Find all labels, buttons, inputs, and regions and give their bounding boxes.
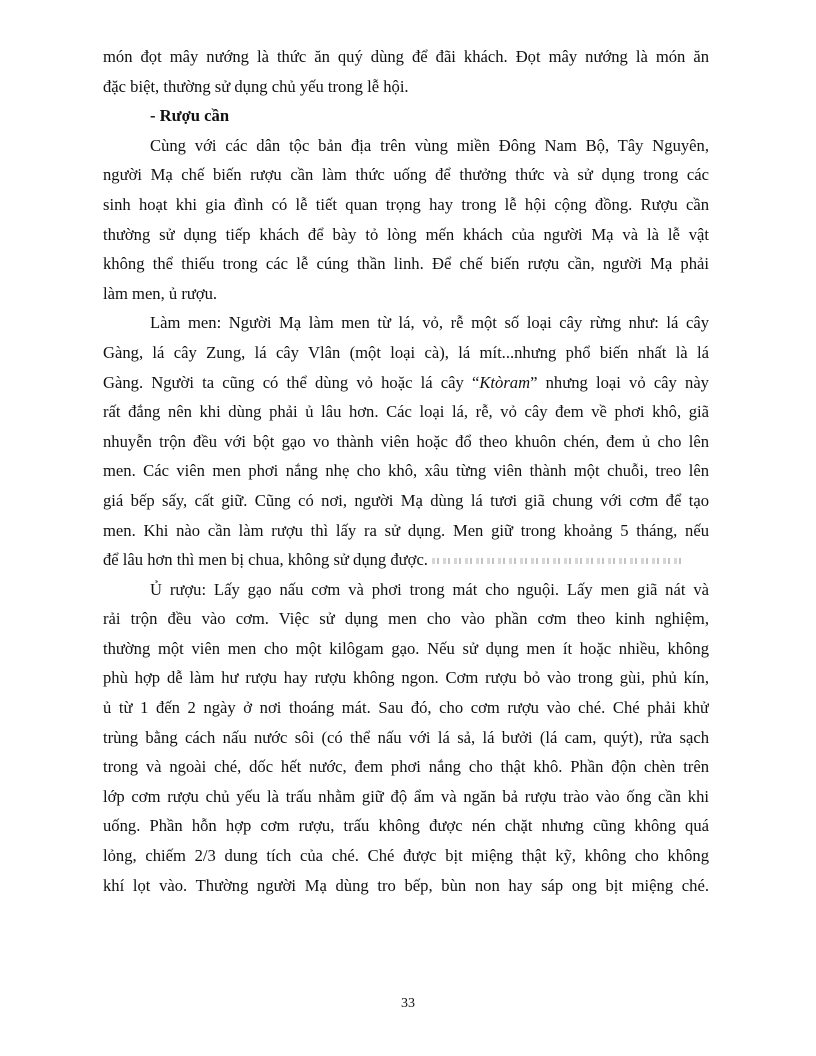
paragraph-ruou-can bbox=[103, 131, 709, 309]
text-line-with-italic bbox=[103, 368, 709, 398]
paragraph-u-ruou bbox=[103, 575, 709, 901]
text-line: Cùng với các dân tộc bản địa trên vùng miền Đông Nam Bộ, Tây Nguyên, bbox=[150, 135, 709, 155]
text-line: Làm men: Người Mạ làm men từ lá, vỏ, rễ một số loại cây rừng như: lá cây bbox=[150, 313, 709, 333]
text-line: ủ từ 1 đến 2 ngày ở nơi thoáng mát. Sau đó, cho cơm rượu vào ché. Ché phải khử bbox=[103, 698, 709, 718]
text-line: men. Các viên men phơi nắng nhẹ cho khô, xâu từng viên thành một chuỗi, treo lên bbox=[103, 461, 709, 481]
text-line: trùng bằng cách nấu nước sôi (có thể nấu với lá sả, lá bưởi (lá cam, quýt), rửa sạch bbox=[103, 727, 709, 747]
text-line: giá bếp sấy, cất giữ. Cũng có nơi, người Mạ dùng lá tươi giã chung với cơm để tạo bbox=[103, 490, 709, 510]
text-line: uống. Phần hỗn hợp cơm rượu, trấu không được nén chặt nhưng cũng không quá bbox=[103, 816, 709, 836]
text-line: khí lọt vào. Thường người Mạ dùng tro bếp, bùn non hay sáp ong bịt miệng ché. bbox=[103, 875, 709, 895]
text-line: món đọt mây nướng là thức ăn quý dùng để đãi khách. Đọt mây nướng là món ăn bbox=[103, 47, 709, 66]
text-line: lớp cơm rượu chủ yếu là trấu nhằm giữ độ ẩm và ngăn bả rượu trào vào ống cần khi bbox=[103, 786, 709, 806]
text-span: Gàng. Người ta cũng có thể dùng vỏ hoặc lá cây “ bbox=[103, 372, 480, 392]
text-line: rất đắng nên khi dùng phải ủ lâu hơn. Các loại lá, rễ, vỏ cây đem về phơi khô, giã bbox=[103, 402, 709, 422]
text-line: người Mạ chế biến rượu cần làm thức uống để thưởng thức và sử dụng trong các bbox=[103, 165, 709, 185]
scan-noise bbox=[432, 558, 682, 564]
text-span: ” nhưng loại vỏ cây này bbox=[530, 372, 709, 392]
page-number: 33 bbox=[401, 996, 415, 1011]
text-line: trong và ngoài ché, dốc hết nước, đem phơi nắng cho thật khô. Phần độn chèn trên bbox=[103, 757, 709, 777]
body-text bbox=[103, 42, 709, 900]
text-line: lỏng, chiếm 2/3 dung tích của ché. Ché được bịt miệng thật kỹ, không cho không bbox=[103, 846, 709, 866]
text-line: không thể thiếu trong các lễ cúng thần linh. Để chế biến rượu cần, người Mạ phải bbox=[103, 254, 709, 274]
text-line: làm men, ủ rượu. bbox=[103, 283, 218, 303]
text-line: thường sử dụng tiếp khách để bày tỏ lòng mến khách của người Mạ và là lễ vật bbox=[103, 224, 709, 244]
text-line: Ủ rượu: Lấy gạo nấu cơm và phơi trong mát cho nguội. Lấy men giã nát và bbox=[150, 579, 709, 599]
text-span: để lâu hơn thì men bị chua, không sử dụng được. bbox=[103, 550, 428, 570]
paragraph-lam-men bbox=[103, 308, 709, 574]
text-line: rải trộn đều vào cơm. Việc sử dụng men cho vào phần cơm theo kinh nghiệm, bbox=[103, 609, 709, 629]
text-line: Gàng, lá cây Zung, lá cây Vlân (một loại cà), lá mít...nhưng phổ biến nhất là lá bbox=[103, 342, 709, 362]
text-line-with-scan-noise bbox=[103, 545, 709, 575]
text-line: nhuyễn trộn đều với bột gạo vo thành viên hoặc đổ theo khuôn chén, đem ủ cho lên bbox=[103, 431, 709, 451]
text-line: thường một viên men cho một kilôgam gạo. Nếu sử dụng men ít hoặc nhiều, không bbox=[103, 638, 709, 658]
text-line: phù hợp dễ làm hư rượu hay rượu không ngon. Cơm rượu bỏ vào trong gùi, phủ kín, bbox=[103, 668, 709, 688]
text-line: sinh hoạt khi gia đình có lễ tiết quan trọng hay trong lễ hội cộng đồng. Rượu cần bbox=[103, 194, 709, 214]
italic-term: Ktòram bbox=[479, 372, 531, 392]
text-line: đặc biệt, thường sử dụng chủ yếu trong lễ hội. bbox=[103, 76, 409, 96]
text-line: men. Khi nào cần làm rượu thì lấy ra sử dụng. Men giữ trong khoảng 5 tháng, nếu bbox=[103, 520, 709, 540]
section-heading: - Rượu cần bbox=[150, 106, 230, 126]
